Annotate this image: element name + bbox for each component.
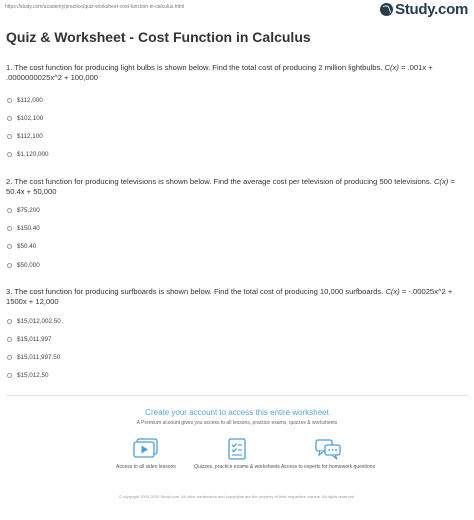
radio-button[interactable]	[7, 116, 12, 121]
video-play-icon	[130, 436, 162, 462]
option-label: $75,200	[17, 206, 40, 214]
radio-button[interactable]	[7, 337, 12, 342]
feature-experts	[278, 436, 378, 471]
option-label: $112,000	[17, 96, 43, 104]
page-url: https://study.com/academy/practice/quiz-worksheet-cost-function-in-calculus.html	[5, 4, 185, 10]
question-2-number: 2.	[6, 177, 13, 186]
option-label: $15,011,997	[17, 335, 52, 343]
option-label: $50.40	[17, 242, 37, 250]
question-2-option-b[interactable]	[7, 223, 40, 233]
radio-button[interactable]	[7, 208, 12, 213]
question-3-option-a[interactable]	[7, 316, 61, 326]
question-2-option-a[interactable]	[7, 205, 40, 215]
option-label: $50,000	[17, 261, 40, 269]
option-label: $112,100	[17, 132, 43, 140]
question-1-option-d[interactable]	[7, 149, 49, 159]
feature-quizzes-label: Quizzes, practice exams & worksheets	[194, 464, 280, 470]
question-2-option-d[interactable]	[7, 260, 40, 270]
question-2-formula: = 50.4x + 50,000	[6, 177, 455, 196]
question-3	[6, 287, 466, 307]
study-logo-text: Study.com	[395, 1, 468, 18]
question-3-number: 3.	[6, 287, 13, 296]
section-divider	[6, 395, 468, 396]
option-label: $1,120,000	[17, 150, 49, 158]
page-title: Quiz & Worksheet - Cost Function in Calculus	[6, 29, 311, 45]
feature-experts-label: Access to experts for homework questions	[281, 464, 375, 470]
question-2	[6, 177, 466, 197]
question-3-formula: = -.00025x^2 + 1500x + 12,000	[6, 287, 453, 306]
radio-button[interactable]	[7, 98, 12, 103]
radio-button[interactable]	[7, 134, 12, 139]
feature-quizzes	[187, 436, 287, 471]
question-2-option-c[interactable]	[7, 241, 36, 251]
radio-button[interactable]	[7, 373, 12, 378]
question-1-formula-prefix: C(x)	[384, 63, 399, 72]
option-label: $15,012,002.50	[17, 317, 61, 325]
quiz-checklist-icon	[221, 436, 253, 462]
question-1-number: 1.	[6, 63, 13, 72]
question-1-option-c[interactable]	[7, 131, 43, 141]
option-label: $102,100	[17, 114, 44, 122]
radio-button[interactable]	[7, 226, 12, 231]
radio-button[interactable]	[7, 152, 12, 157]
chat-bubbles-icon	[312, 436, 344, 462]
radio-button[interactable]	[7, 355, 12, 360]
question-1-option-a[interactable]	[7, 95, 43, 105]
question-1-formula: = .001x + .0000000025x^2 + 100,000	[6, 63, 433, 82]
copyright-footer: © copyright 2003-2020 Study.com. All other trademarks and copyrights are the property of their respective owners. All rights reserved.	[118, 494, 356, 499]
study-logo-icon	[380, 3, 393, 16]
study-logo[interactable]	[380, 1, 468, 18]
option-label: $15,012.50	[17, 371, 49, 379]
question-1-text: The cost function for producing light bulbs is shown below. Find the total cost of producing 2 million lightbulbs.	[14, 63, 383, 72]
feature-video-lessons	[96, 436, 196, 471]
question-3-text: The cost function for producing surfboards is shown below. Find the total cost of producing 10,000 surfboards.	[14, 287, 384, 296]
radio-button[interactable]	[7, 319, 12, 324]
question-1-option-b[interactable]	[7, 113, 43, 123]
question-2-text: The cost function for producing televisions is shown below. Find the average cost per television of producing 500 televisions.	[14, 177, 432, 186]
question-3-formula-prefix: C(x)	[385, 287, 400, 296]
option-label: $15,011,997.50	[17, 353, 61, 361]
question-1	[6, 63, 466, 83]
question-3-option-c[interactable]	[7, 352, 60, 362]
promo-title-link[interactable]: Create your account to access this entire worksheet	[145, 408, 329, 417]
question-3-option-b[interactable]	[7, 334, 52, 344]
option-label: $150.40	[17, 224, 40, 232]
question-3-option-d[interactable]	[7, 370, 49, 380]
radio-button[interactable]	[7, 244, 12, 249]
question-2-formula-prefix: C(x)	[433, 177, 449, 186]
radio-button[interactable]	[7, 263, 12, 268]
promo-subtitle: A Premium account gives you access to all lessons, practice exams, quizzes & worksheets	[136, 420, 338, 426]
feature-video-label: Access to all video lessons	[116, 464, 176, 470]
